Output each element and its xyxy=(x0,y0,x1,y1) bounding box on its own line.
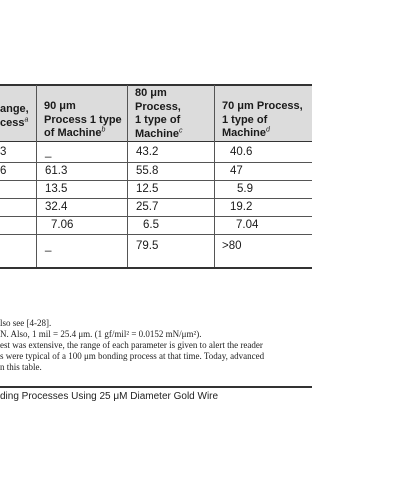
header-line: Machine$^d$ xyxy=(222,126,270,139)
footnote-marker: d xyxy=(266,126,270,134)
column-divider xyxy=(214,85,215,267)
table-cell: 7.04 xyxy=(236,219,259,231)
table-cell: 47 xyxy=(230,165,243,177)
table-caption: ding Processes Using 25 μM Diameter Gold Wire xyxy=(0,391,219,402)
table-cell: 6 xyxy=(0,165,7,177)
table-cell: 7.06 xyxy=(51,219,74,231)
table-cell: 79.5 xyxy=(136,240,159,252)
table-cell: 43.2 xyxy=(136,146,159,158)
footnote-marker: b xyxy=(101,126,106,134)
table-cell: 12.5 xyxy=(136,183,159,195)
header-line: Process, xyxy=(135,100,181,113)
header-line: Machine$^c$ xyxy=(135,126,183,140)
header-line: Process 1 type xyxy=(44,113,122,126)
table-cell: 6.5 xyxy=(143,219,159,231)
header-line: 90 μm xyxy=(44,100,76,112)
table-cell: 25.7 xyxy=(136,201,159,213)
footnote-marker: a xyxy=(24,115,29,123)
table-header-rule xyxy=(0,141,312,142)
row-divider xyxy=(0,198,312,199)
table-bottom-rule xyxy=(0,267,312,269)
row-divider xyxy=(0,216,312,217)
footnote-line: lso see [4-28]. xyxy=(0,318,52,328)
table-cell: 19.2 xyxy=(230,201,253,213)
caption-rule xyxy=(0,386,312,388)
column-divider xyxy=(36,85,37,267)
footnote-line: N. Also, 1 mil = 25.4 μm. (1 gf/mil² = 0.0152 mN/μm²). xyxy=(0,329,202,339)
header-cell-70um xyxy=(222,100,303,141)
row-divider xyxy=(0,180,312,181)
column-divider xyxy=(127,85,128,267)
header-cell-80um xyxy=(135,87,183,141)
header-cell-90um xyxy=(44,100,122,141)
header-line: cess$^a$ xyxy=(0,115,29,129)
table-cell: >80 xyxy=(222,240,242,252)
footnote-line: s were typical of a 100 μm bonding process at that time. Today, advanced xyxy=(0,351,265,361)
footnote-marker: c xyxy=(179,126,183,134)
header-line: 1 type of xyxy=(135,114,181,126)
table-top-rule xyxy=(0,84,312,86)
header-cell-partial xyxy=(0,103,29,130)
table-cell: 61.3 xyxy=(45,165,68,177)
header-line: 1 type of xyxy=(222,113,268,126)
footnote-line: n this table. xyxy=(0,362,42,372)
row-divider xyxy=(0,234,312,235)
table-cell: 55.8 xyxy=(136,165,159,177)
row-divider xyxy=(0,162,312,163)
table-cell: 32.4 xyxy=(45,201,68,213)
table-cell: 3 xyxy=(0,146,7,158)
header-line: 80 μm xyxy=(135,87,167,99)
header-line: 70 μm Process, xyxy=(222,100,303,112)
table-cell: 40.6 xyxy=(230,146,253,158)
footnote-line: est was extensive, the range of each parameter is given to alert the reader xyxy=(0,340,263,350)
table-cell: _ xyxy=(45,146,52,158)
table-cell: 13.5 xyxy=(45,183,68,195)
header-line: ange, xyxy=(0,103,29,115)
table-cell: 5.9 xyxy=(237,183,253,195)
table-cell: _ xyxy=(45,240,52,252)
header-line: of Machine$^b$ xyxy=(44,126,106,139)
